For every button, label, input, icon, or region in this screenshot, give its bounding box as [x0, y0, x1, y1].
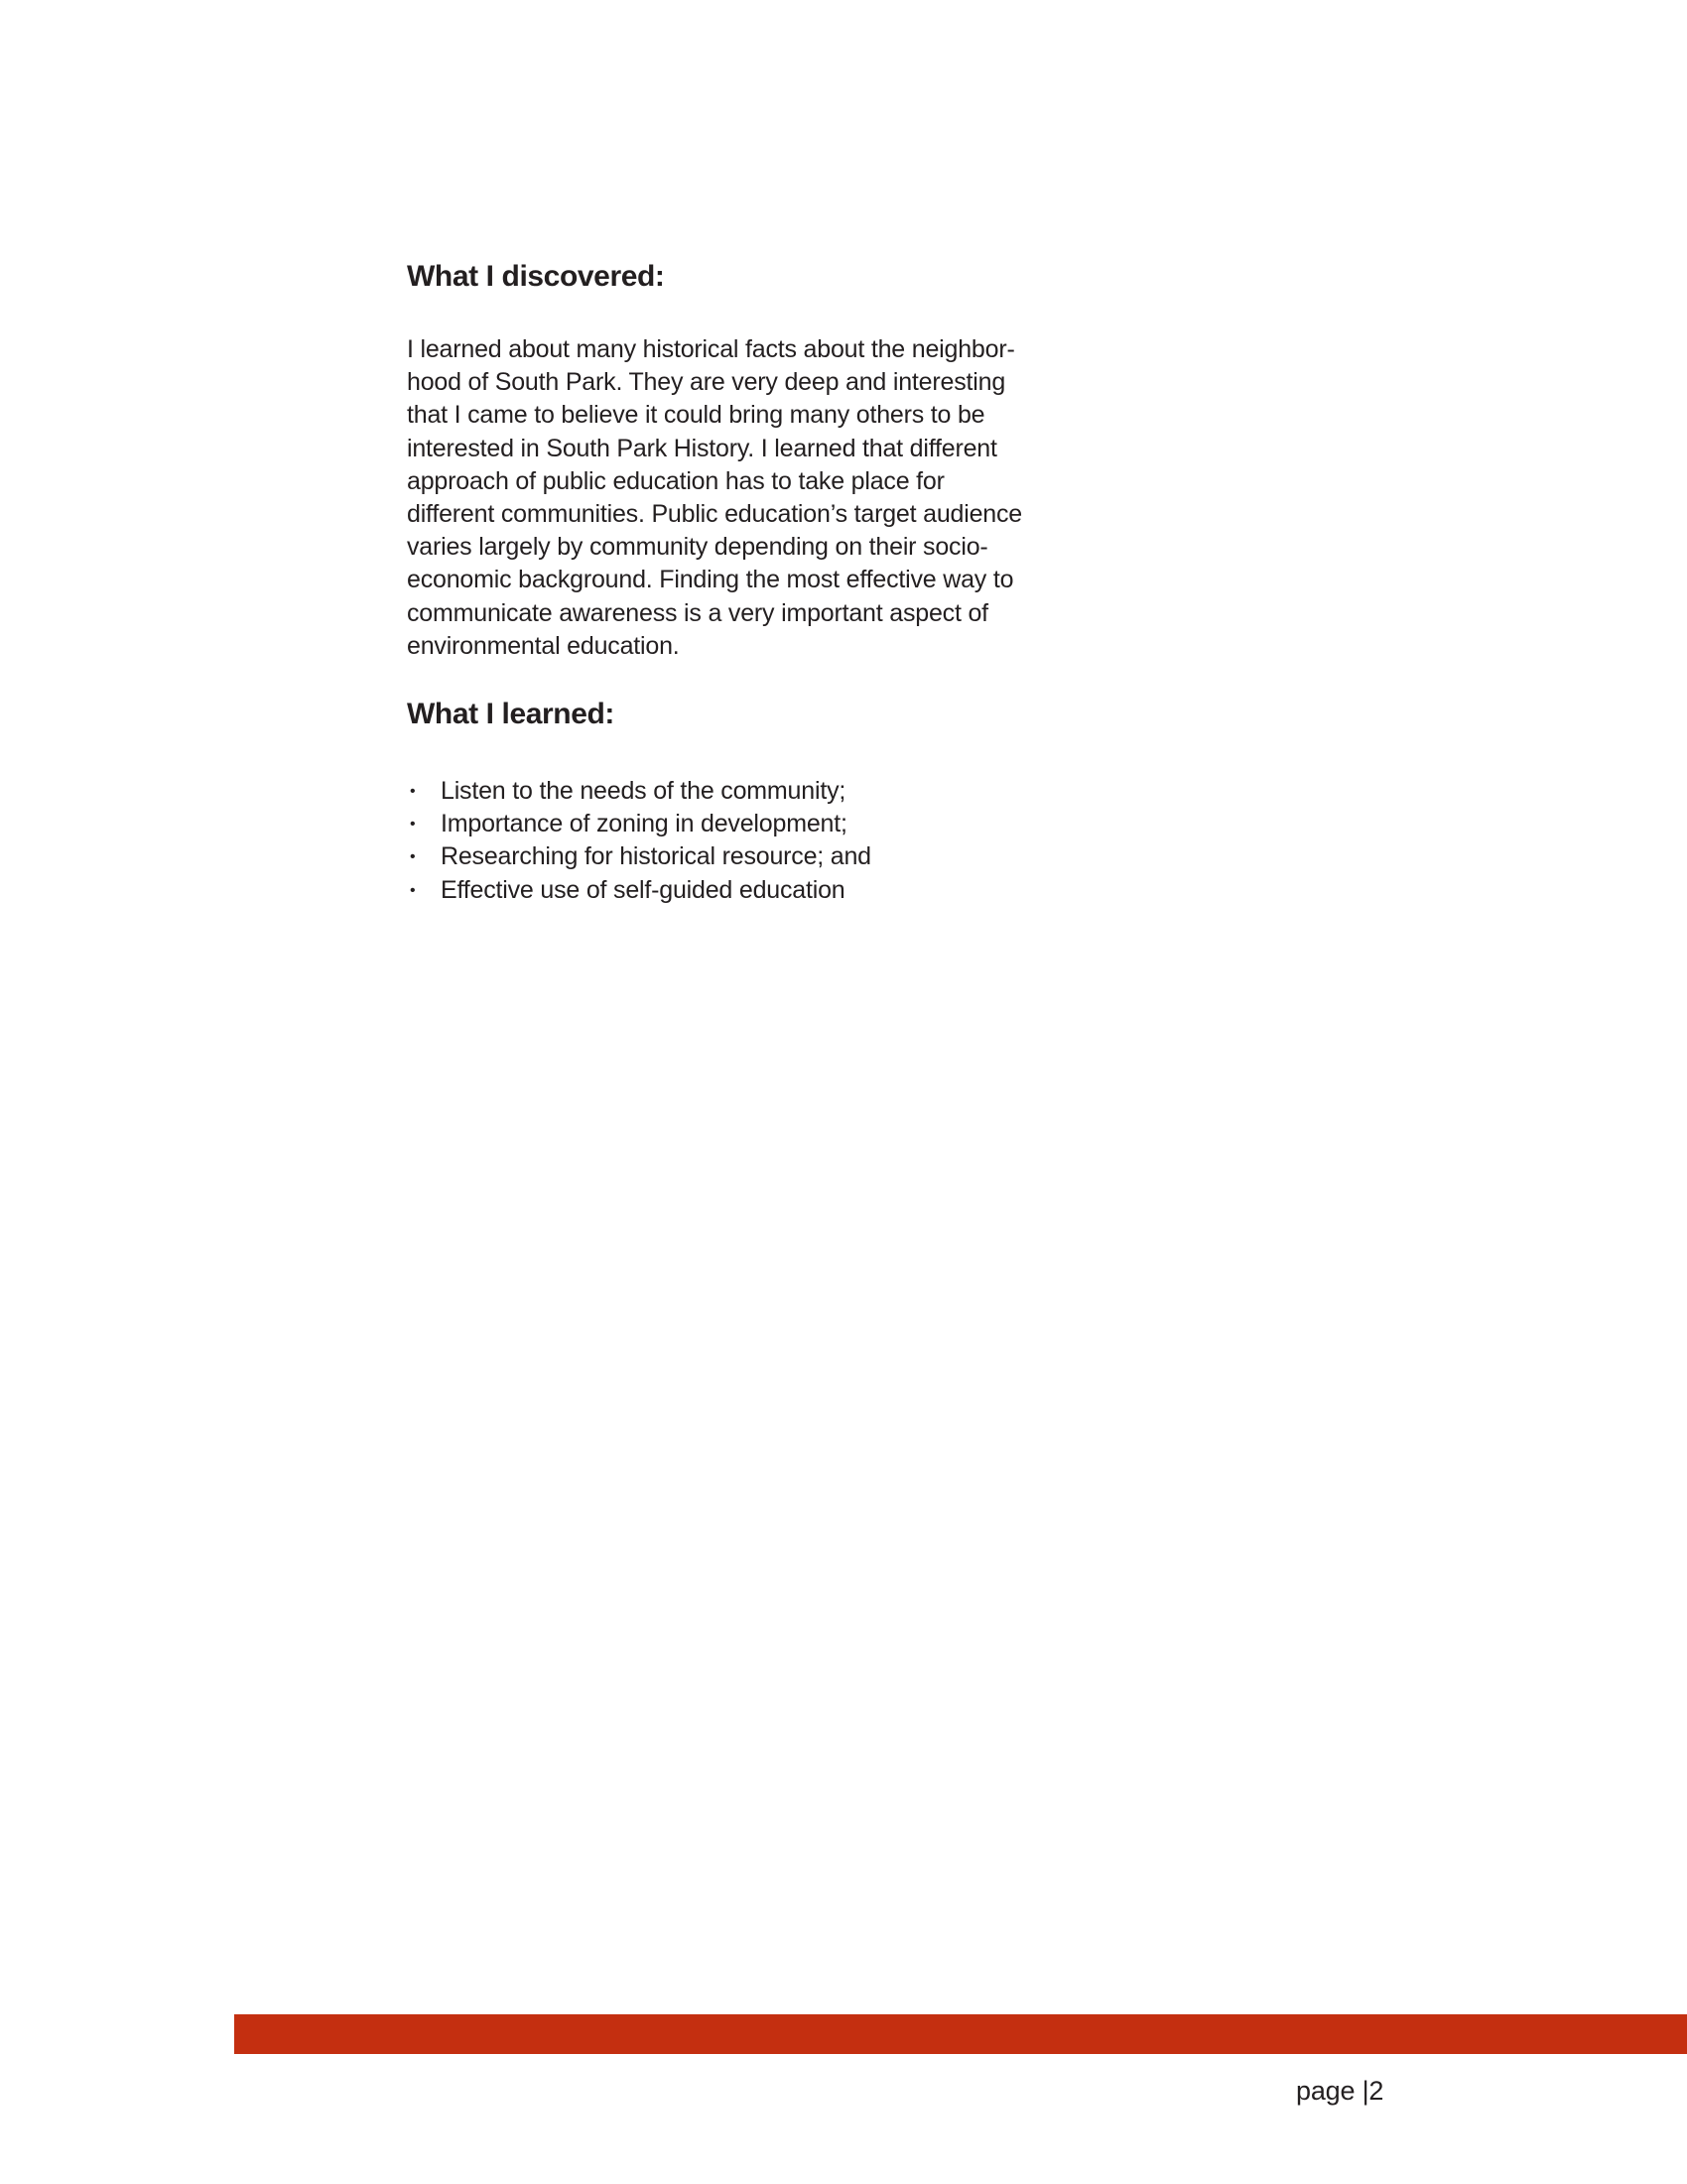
list-item-label: Researching for historical resource; and [441, 842, 871, 871]
discovered-heading: What I discovered: [407, 260, 665, 293]
paragraph-line: interested in South Park History. I learned that different [407, 434, 997, 462]
list-item [407, 840, 1102, 873]
paragraph-line: hood of South Park. They are very deep and interesting [407, 368, 1006, 397]
paragraph-line: varies largely by community depending on their socio- [407, 533, 988, 562]
list-item [407, 775, 1102, 808]
paragraph-line: environmental education. [407, 631, 680, 660]
learned-list [407, 775, 1102, 907]
list-item-label: Importance of zoning in development; [441, 810, 847, 838]
paragraph-line: economic background. Finding the most effective way to [407, 566, 1014, 594]
list-item [407, 808, 1102, 840]
paragraph-line: that I came to believe it could bring many others to be [407, 401, 985, 430]
page-number: page |2 [1296, 2076, 1384, 2106]
bullet-icon: • [410, 848, 416, 866]
paragraph-line: communicate awareness is a very important aspect of [407, 598, 988, 627]
bullet-icon: • [410, 816, 416, 834]
discovered-paragraph [407, 333, 1102, 663]
paragraph-line: different communities. Public education’s target audience [407, 500, 1022, 529]
paragraph-line: approach of public education has to take place for [407, 466, 945, 495]
bullet-icon: • [410, 783, 416, 800]
learned-heading: What I learned: [407, 698, 615, 730]
bullet-icon: • [410, 881, 416, 899]
footer-accent-bar [234, 2014, 1687, 2054]
list-item-label: Effective use of self-guided education [441, 875, 845, 904]
list-item-label: Listen to the needs of the community; [441, 777, 846, 805]
list-item [407, 874, 1102, 907]
paragraph-line: I learned about many historical facts about the neighbor- [407, 335, 1015, 363]
